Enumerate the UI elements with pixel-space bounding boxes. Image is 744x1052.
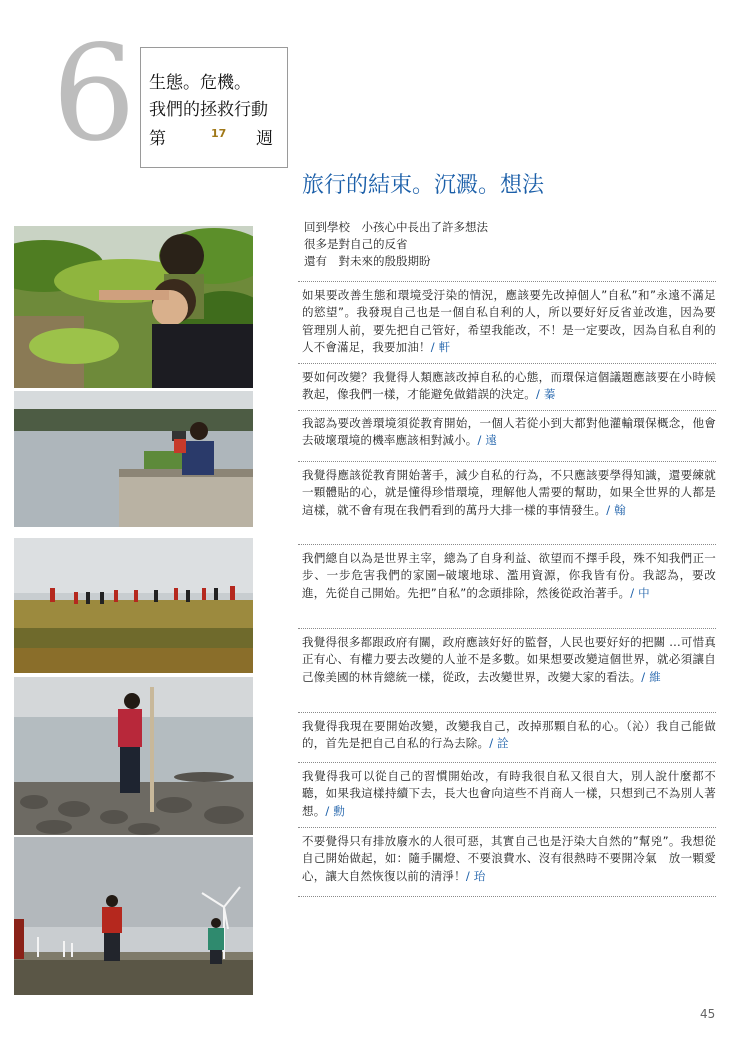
entry-author: / 中	[630, 585, 650, 600]
photo-boys-banana-leaves	[14, 226, 253, 388]
entry-text: 如果要改善生態和環境受汙染的情況，應該要先改掉個人”自私”和”永遠不滿足的慾望”。我發現自己也是一個自私自利的人，所以要好好反省並改進，因為要管理別人前，要先把自己管好，希望我能改，不！是一定要改，因為自私自利的人不會滿足，我要加油！	[302, 288, 716, 354]
intro-line: 很多是對自己的反省	[304, 237, 408, 251]
entry-author: / 珆	[465, 868, 486, 883]
student-entry	[302, 369, 716, 404]
divider	[298, 410, 716, 411]
photo-rocky-shore	[14, 677, 253, 835]
student-entry	[302, 768, 716, 820]
entry-text: 不要覺得只有排放廢水的人很可惡，其實自己也是汙染大自然的”幫兇”。我想從自己開始做起，如：隨手關燈、不要浪費水、沒有很熱時不要開冷氣 放一顆愛心，讓大自然恢復以前的清淨！	[302, 834, 716, 883]
chapter-header-box	[140, 47, 288, 168]
entry-author: / 詮	[489, 736, 509, 751]
entry-text: 我們總自以為是世界主宰，總為了自身利益、欲望而不擇手段，殊不知我們正一步、一步危害我們的家園─破壞地球、濫用資源，你我皆有份。我認為，要改進，先從自己開始。先把”自私”的念頭排除，然後從政治著手。	[302, 551, 716, 600]
entry-text: 我認為要改善環境須從教育開始，一個人若從小到大都對他灌輸環保概念，他會去破壞環境的機率應該相對減小。	[302, 416, 716, 448]
divider	[298, 461, 716, 462]
intro-line: 回到學校 小孩心中長出了許多想法	[304, 220, 488, 234]
intro-line: 還有 對未來的殷殷期盼	[304, 254, 431, 268]
page-number: 45	[700, 1007, 716, 1021]
chapter-number: 6	[52, 17, 136, 171]
divider	[298, 544, 716, 545]
photo-telescope-lake	[14, 391, 253, 527]
divider	[298, 281, 716, 282]
entry-author: / 維	[641, 669, 661, 684]
week-suffix: 週	[256, 129, 273, 149]
chapter-line-1: 生態。危機。	[149, 73, 251, 93]
week-prefix: 第	[149, 129, 166, 149]
chapter-line-2: 我們的拯救行動	[149, 100, 268, 120]
entry-author: / 翰	[606, 502, 626, 517]
week-number: 17	[211, 127, 227, 140]
entry-text: 要如何改變？我覺得人類應該改掉自私的心態，而環保這個議題應該要在小時候教起，像我們一樣，才能避免做錯誤的決定。	[302, 370, 716, 402]
intro-text	[304, 219, 716, 270]
student-entry	[302, 634, 716, 686]
entry-author: / 遠	[477, 433, 498, 448]
page-title: 旅行的結束。沉澱。想法	[302, 173, 545, 198]
student-entry	[302, 833, 716, 885]
student-entry	[302, 467, 716, 519]
divider	[298, 827, 716, 828]
divider	[298, 896, 716, 897]
student-entry	[302, 415, 716, 450]
entry-text: 我覺得我現在要開始改變，改變我自己，改掉那顆自私的心。（沁）我自己能做的，首先是把自己自私的行為去除。	[302, 719, 716, 751]
divider	[298, 628, 716, 629]
student-entry	[302, 550, 716, 602]
photo-group-grassland	[14, 538, 253, 673]
student-entry	[302, 287, 716, 356]
entry-text: 我覺得應該從教育開始著手，減少自私的行為，不只應該要學得知識，還要練就一顆體貼的心，就是懂得珍惜環境，理解他人需要的幫助，如果全世界的人都是這樣，就不會有現在我們看到的萬丹大排一樣的事情發生。	[302, 468, 716, 517]
entry-text: 我覺得很多都跟政府有關，政府應該好好的監督，人民也要好好的把關 ...可惜真正有心、有權力要去改變的人並不是多數。如果想要改變這個世界，就必須讓自己像美國的林肯總統一樣，從政，去改變世界，改變大家的看法。	[302, 635, 716, 684]
divider	[298, 363, 716, 364]
divider	[298, 762, 716, 763]
entry-author: / 蓁	[536, 387, 556, 402]
entry-text: 我覺得我可以從自己的習慣開始改，有時我很自私又很自大，別人說什麼都不聽，如果我這樣持續下去，長大也會向這些不肖商人一樣，只想到己不為別人著想。	[302, 769, 716, 818]
entry-author: / 軒	[430, 339, 451, 354]
photo-wind-turbines	[14, 837, 253, 995]
entry-author: / 勳	[325, 803, 346, 818]
student-entry	[302, 718, 716, 753]
divider	[298, 712, 716, 713]
